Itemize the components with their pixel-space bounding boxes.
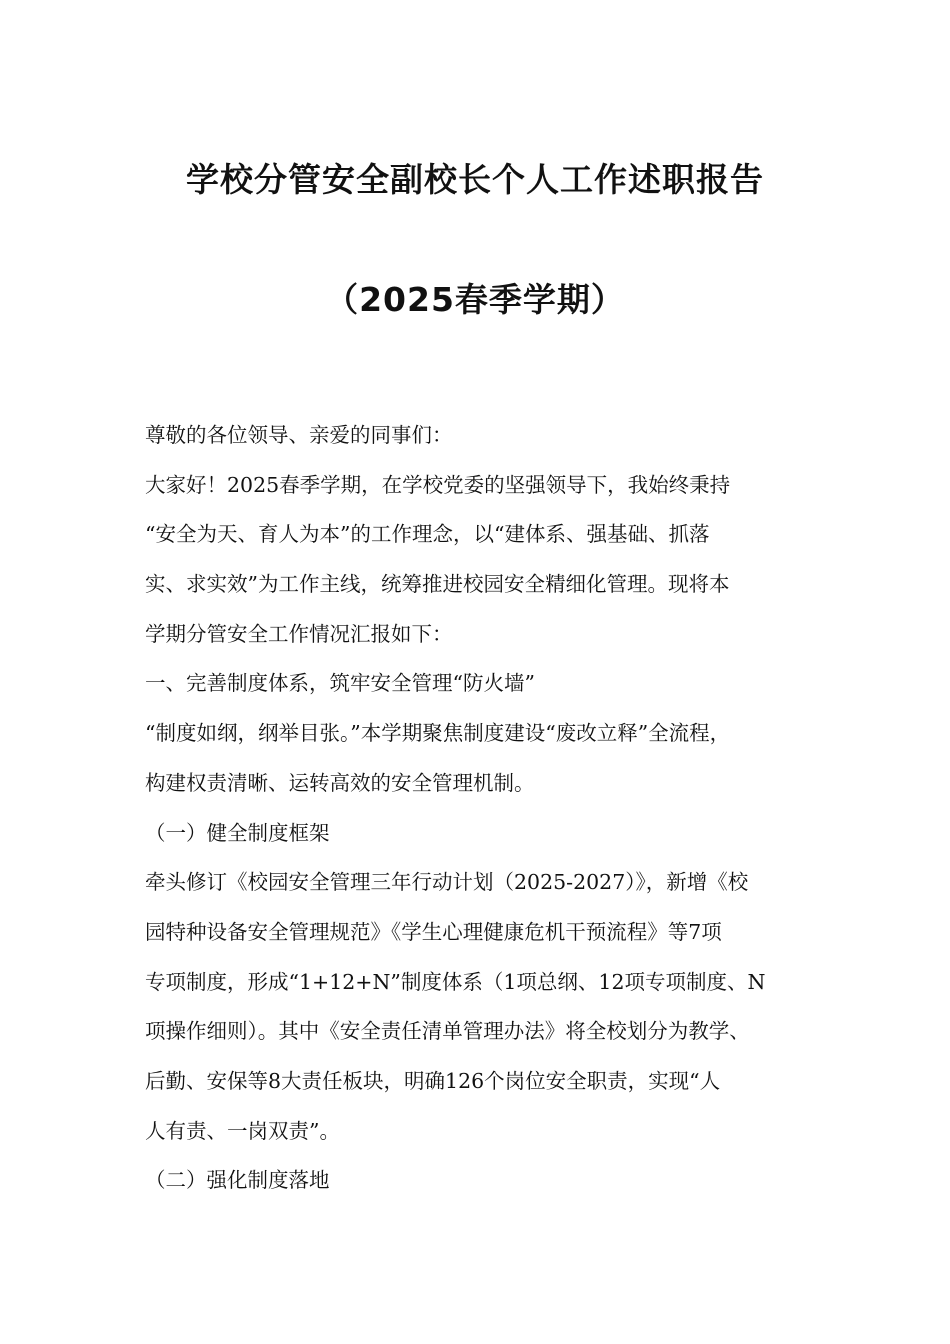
paragraph-line: “制度如纲，纲举目张。”本学期聚焦制度建设“废改立释”全流程，: [145, 721, 731, 746]
report-subtitle: （2025春季学期）: [325, 280, 625, 319]
paragraph-line: 专项制度，形成“1+12+N”制度体系（1项总纲、12项专项制度、N: [145, 969, 766, 994]
paragraph-line: 项操作细则）。其中《安全责任清单管理办法》将全校划分为教学、: [145, 1019, 750, 1044]
subsection-heading: （一）健全制度框架: [145, 820, 330, 845]
paragraph-line: 后勤、安保等8大责任板块，明确126个岗位安全职责，实现“人: [145, 1068, 721, 1093]
greeting-line: 尊敬的各位领导、亲爱的同事们：: [145, 423, 453, 447]
paragraph-line: 学期分管安全工作情况汇报如下：: [145, 621, 453, 646]
paragraph-line: 构建权责清晰、运转高效的安全管理机制。: [145, 770, 535, 795]
report-title: 学校分管安全副校长个人工作述职报告: [186, 160, 764, 199]
paragraph-line: “安全为天、育人为本”的工作理念，以“建体系、强基础、抓落: [145, 522, 710, 547]
section-heading: 一、完善制度体系，筑牢安全管理“防火墙”: [145, 671, 535, 696]
paragraph-line: 牵头修订《校园安全管理三年行动计划（2025-2027）》，新增《校: [145, 870, 749, 895]
paragraph-line: 人有责、一岗双责”。: [145, 1118, 340, 1143]
paragraph-line: 大家好！2025春季学期，在学校党委的坚强领导下，我始终秉持: [145, 472, 731, 497]
subsection-heading: （二）强化制度落地: [145, 1168, 330, 1193]
paragraph-line: 实、求实效”为工作主线，统筹推进校园安全精细化管理。现将本: [145, 572, 730, 597]
paragraph-line: 园特种设备安全管理规范》《学生心理健康危机干预流程》等7项: [145, 919, 722, 944]
report-body: [145, 418, 830, 1213]
